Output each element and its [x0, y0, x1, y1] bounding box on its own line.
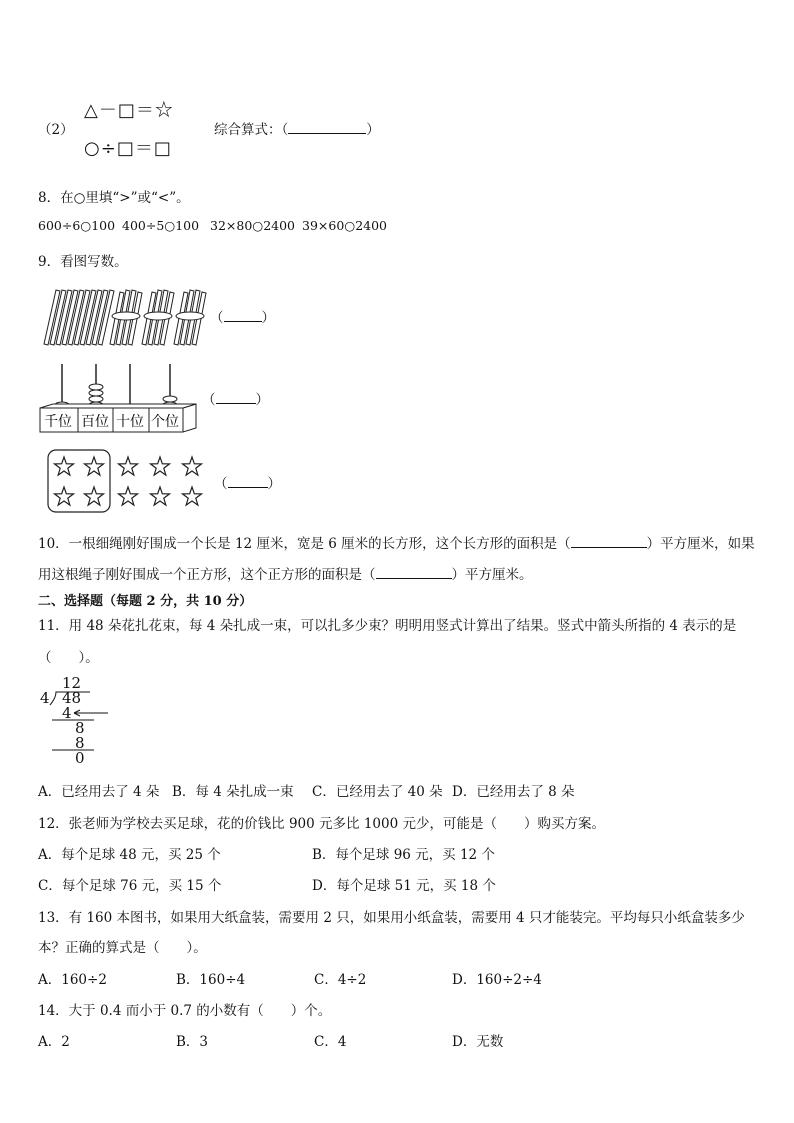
paren-close: ） [255, 392, 269, 408]
q13-option-a[interactable]: A．160÷2 [38, 972, 107, 988]
q10-line-1 [38, 532, 755, 552]
abacus-label-ones: 个位 [151, 414, 179, 430]
square-symbol: □ [117, 100, 136, 121]
q10-text: 用这根绳子刚好围成一个正方形，这个正方形的面积是（ [38, 567, 376, 583]
abacus-label-tens: 十位 [116, 414, 144, 430]
q11-question-line-1: 11．用 48 朵花扎花束，每 4 朵扎成一束，可以扎多少束？明明用竖式计算出了结果。竖式中箭头所指的 4 表示的是 [38, 618, 737, 634]
bundle-1 [110, 290, 142, 345]
dividend: 48 [62, 689, 82, 707]
minus-sign: － [98, 100, 118, 121]
q8-item-3[interactable]: 32×80○2400 [210, 218, 296, 233]
q9-answer-2 [202, 388, 269, 408]
equals-sign: ＝ [134, 138, 154, 159]
q9-answer-1 [210, 306, 275, 326]
q10-text: ）平方厘米。 [451, 567, 533, 583]
q9-answer-2-blank[interactable] [216, 403, 256, 404]
bundle-3 [174, 290, 206, 345]
divide-sign: ÷ [100, 138, 117, 159]
paren-close: ） [267, 476, 281, 492]
q11-option-b[interactable]: B．每 4 朵扎成一束 [172, 784, 294, 800]
remainder: 0 [75, 749, 85, 767]
q13-option-c[interactable]: C．4÷2 [314, 972, 367, 988]
square-area-blank[interactable] [376, 578, 452, 579]
q12-option-b[interactable]: B．每个足球 96 元，买 12 个 [312, 847, 495, 863]
q9-answer-3-blank[interactable] [228, 487, 268, 488]
loose-sticks [44, 290, 114, 345]
sticks-bundles-picture [38, 284, 218, 350]
q12-option-d[interactable]: D．每个足球 51 元，买 18 个 [312, 878, 496, 894]
square-symbol: □ [116, 138, 135, 159]
stars-picture [46, 448, 214, 514]
section-title: 二、选择题（每题 2 分，共 10 分） [38, 594, 253, 609]
q8-item-2[interactable]: 400÷5○100 [122, 218, 200, 233]
q9-answer-1-blank[interactable] [224, 321, 262, 322]
circle-symbol: ○ [84, 138, 101, 159]
paren-open: （ [214, 476, 228, 492]
q7-combined-formula [214, 118, 380, 138]
paren-open: （ [210, 310, 224, 326]
abacus-label-thousands: 千位 [44, 414, 72, 430]
divisor: 4 [40, 689, 50, 707]
paren-open: （ [202, 392, 216, 408]
q12-option-c[interactable]: C．每个足球 76 元，买 15 个 [38, 878, 222, 894]
combined-formula-blank[interactable] [288, 133, 366, 134]
triangle-symbol: △ [84, 100, 99, 121]
bundle-2 [142, 290, 174, 345]
q12-question: 12．张老师为学校去买足球，花的价钱比 900 元多比 1000 元少，可能是（ ）购买方案。 [38, 816, 605, 832]
q7-part2-label: （2） [38, 122, 74, 138]
q13-option-b[interactable]: B．160÷4 [176, 972, 246, 988]
quotient: 12 [62, 674, 82, 692]
step-3: 8 [75, 734, 85, 752]
paren-close: ） [366, 122, 380, 138]
q11-option-d[interactable]: D．已经用去了 8 朵 [452, 784, 575, 800]
q9-title: 9．看图写数。 [38, 254, 128, 270]
q13-option-d[interactable]: D．160÷2÷4 [452, 972, 542, 988]
q13-question-line-2: 本？正确的算式是（ ）。 [38, 940, 207, 956]
bead [89, 384, 103, 390]
q11-option-c[interactable]: C．已经用去了 40 朵 [312, 784, 443, 800]
q12-option-a[interactable]: A．每个足球 48 元，买 25 个 [38, 847, 221, 863]
bead [89, 396, 103, 402]
q13-question-line-1: 13．有 160 本图书，如果用大纸盒装，需要用 2 只，如果用小纸盒装，需要用 4 只才能装完。平均每只小纸盒装多少 [38, 910, 745, 926]
q8-item-1[interactable]: 600÷6○100 [38, 218, 116, 233]
square-symbol: □ [153, 138, 172, 159]
q10-text: ）平方厘米，如果 [646, 536, 755, 552]
abacus-label-hundreds: 百位 [81, 414, 109, 430]
q14-option-a[interactable]: A．2 [38, 1034, 70, 1050]
q7-equation-1 [84, 96, 174, 122]
q14-question: 14．大于 0.4 而小于 0.7 的小数有（ ）个。 [38, 1003, 332, 1019]
abacus-picture [38, 360, 198, 434]
combined-formula-label: 综合算式：（ [214, 122, 289, 138]
q14-option-c[interactable]: C．4 [314, 1034, 347, 1050]
q8-title: 8．在○里填“>”或“<”。 [38, 190, 190, 206]
paren-close: ） [261, 310, 275, 326]
equals-sign: ＝ [135, 100, 155, 121]
q8-item-4[interactable]: 39×60○2400 [302, 218, 388, 233]
bead [163, 396, 177, 402]
q10-line-2 [38, 563, 533, 583]
long-division-picture [38, 672, 118, 768]
star-group-box [48, 450, 110, 512]
bead [89, 390, 103, 396]
q9-answer-3 [214, 472, 281, 492]
step-1: 4 [62, 704, 72, 722]
q14-option-d[interactable]: D．无数 [452, 1034, 504, 1050]
q10-text: 10．一根细绳刚好围成一个长是 12 厘米，宽是 6 厘米的长方形，这个长方形的面积是（ [38, 536, 571, 552]
rectangle-area-blank[interactable] [571, 547, 647, 548]
q11-option-a[interactable]: A．已经用去了 4 朵 [38, 784, 160, 800]
q11-question-line-2: （ ）。 [38, 650, 99, 666]
q14-option-b[interactable]: B．3 [176, 1034, 209, 1050]
step-2: 8 [75, 719, 85, 737]
q7-equation-2 [84, 134, 172, 160]
star-symbol: ☆ [154, 100, 174, 121]
